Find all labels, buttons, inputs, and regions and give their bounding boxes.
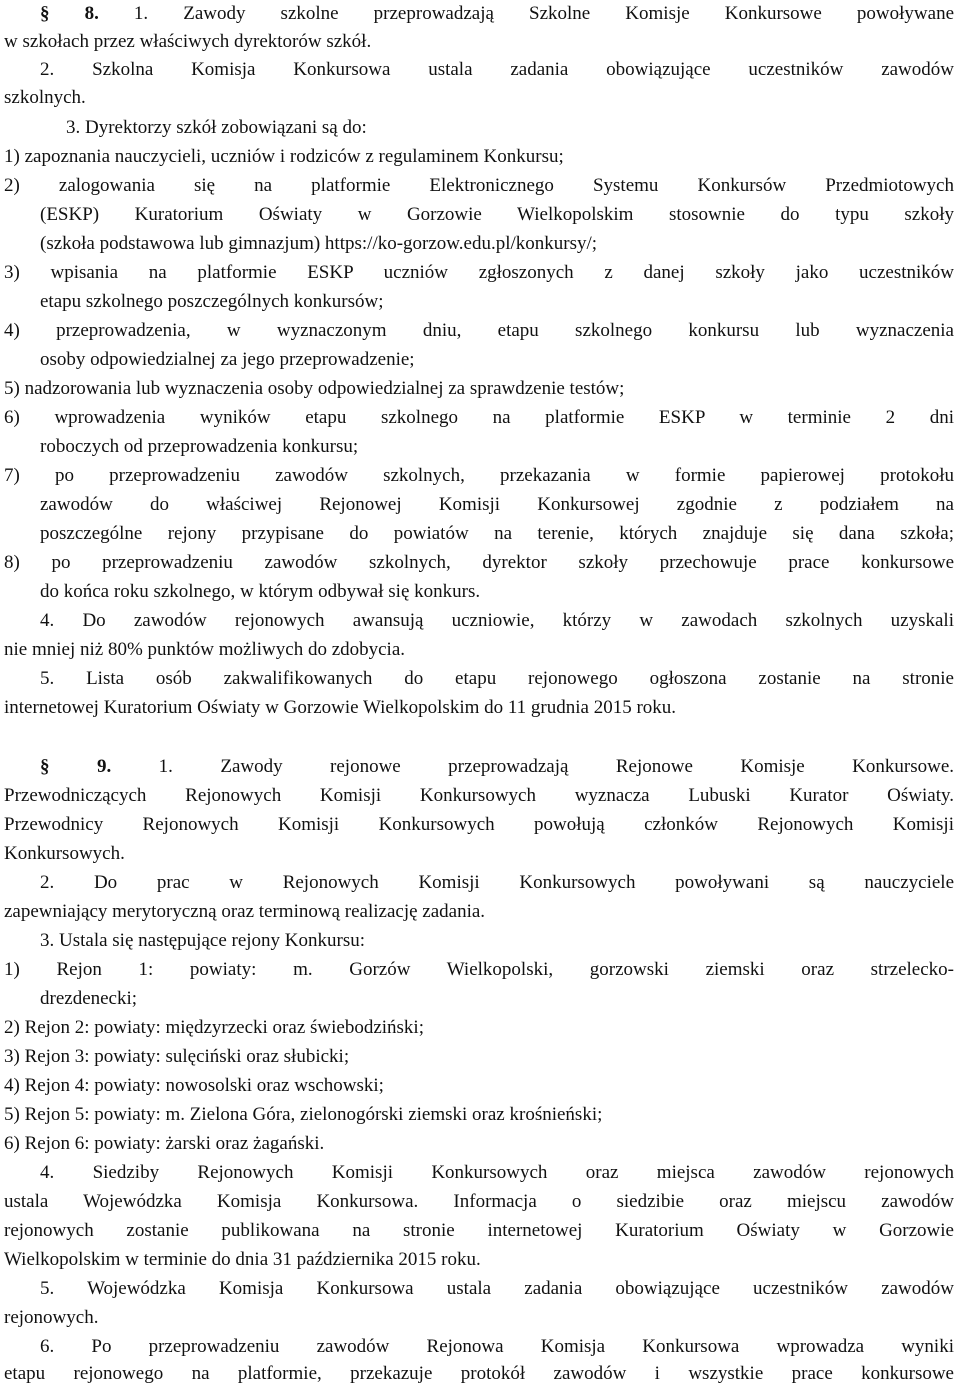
section9-para2-line2: zapewniający merytoryczną oraz terminową realizację zadania. [4, 901, 486, 922]
section8-item-line: 2) zalogowania się na platformie Elektronicznego Systemu Konkursów Przedmiotowych [4, 175, 954, 196]
section8-item-line: poszczególne rejony przypisane do powiatów na terenie, których znajduje się dana szkoła; [40, 523, 954, 544]
section8-item-line: 8) po przeprowadzeniu zawodów szkolnych, dyrektor szkoły przechowuje prace konkursowe [4, 552, 954, 573]
section8-item-line: (szkoła podstawowa lub gimnazjum) https://ko-gorzow.edu.pl/konkursy/; [40, 233, 598, 254]
section9-region-line: 1) Rejon 1: powiaty: m. Gorzów Wielkopolski, gorzowski ziemski oraz strzelecko- [4, 959, 954, 980]
section8-para1-text: 1. Zawody szkolne przeprowadzają Szkolne Komisje Konkursowe powoływane [133, 3, 954, 24]
section9-para6-line1: 6. Po przeprowadzeniu zawodów Rejonowa Komisja Konkursowa wprowadza wyniki [40, 1336, 954, 1357]
section9-para1-line1 [4, 753, 954, 781]
section8-item-line: 5) nadzorowania lub wyznaczenia osoby odpowiedzialnej za sprawdzenie testów; [4, 378, 625, 399]
section9-para1-line2: Przewodniczących Rejonowych Komisji Konkursowych wyznacza Lubuski Kurator Oświaty. [4, 785, 954, 806]
section8-item-line: etapu szkolnego poszczególnych konkursów; [40, 291, 384, 312]
section8-para4-line1: 4. Do zawodów rejonowych awansują uczniowie, którzy w zawodach szkolnych uzyskali [40, 610, 954, 631]
section9-para1-line3: Przewodnicy Rejonowych Komisji Konkursowych powołują członków Rejonowych Komisji [4, 814, 954, 835]
section8-item-line: roboczych od przeprowadzenia konkursu; [40, 436, 359, 457]
section9-region-line: 3) Rejon 3: powiaty: sulęciński oraz słubicki; [4, 1046, 350, 1067]
section8-para2-line1: 2. Szkolna Komisja Konkursowa ustala zadania obowiązujące uczestników zawodów [40, 59, 954, 80]
section8-item-line: 3) wpisania na platformie ESKP uczniów zgłoszonych z danej szkoły jako uczestników [4, 262, 954, 283]
section8-item-line: (ESKP) Kuratorium Oświaty w Gorzowie Wielkopolskim stosownie do typu szkoły [40, 204, 954, 225]
section9-para5-line1: 5. Wojewódzka Komisja Konkursowa ustala zadania obowiązujące uczestników zawodów [40, 1278, 954, 1299]
section8-para4-line2: nie mniej niż 80% punktów możliwych do zdobycia. [4, 639, 406, 660]
section8-item-line: do końca roku szkolnego, w którym odbywał się konkurs. [40, 581, 481, 602]
section8-item-line: zawodów do właściwej Rejonowej Komisji Konkursowej zgodnie z podziałem na [40, 494, 954, 515]
section9-para4-line3: rejonowych zostanie publikowana na stronie internetowej Kuratorium Oświaty w Gorzowie [4, 1220, 954, 1241]
section9-para5-line2: rejonowych. [4, 1307, 99, 1328]
section8-para2-line2: szkolnych. [4, 87, 86, 108]
section9-region-line: 5) Rejon 5: powiaty: m. Zielona Góra, zielonogórski ziemski oraz krośnieński; [4, 1104, 603, 1125]
section8-item-line: 6) wprowadzenia wyników etapu szkolnego na platformie ESKP w terminie 2 dni [4, 407, 954, 428]
section8-para5-line2: internetowej Kuratorium Oświaty w Gorzowie Wielkopolskim do 11 grudnia 2015 roku. [4, 697, 677, 718]
section8-para1-line2: w szkołach przez właściwych dyrektorów szkół. [4, 31, 372, 52]
section8-para3-head: 3. Dyrektorzy szkół zobowiązani są do: [66, 117, 367, 138]
section8-para5-line1: 5. Lista osób zakwalifikowanych do etapu rejonowego ogłoszona zostanie na stronie [40, 668, 954, 689]
section9-heading: § 9. [40, 756, 112, 777]
section9-region-line: 6) Rejon 6: powiaty: żarski oraz żagański. [4, 1133, 325, 1154]
section9-region-line: 2) Rejon 2: powiaty: międzyrzecki oraz świebodziński; [4, 1017, 424, 1038]
section9-para4-line2: ustala Wojewódzka Komisja Konkursowa. Informacja o siedzibie oraz miejscu zawodów [4, 1191, 954, 1212]
section8-item-line: 4) przeprowadzenia, w wyznaczonym dniu, etapu szkolnego konkursu lub wyznaczenia [4, 320, 954, 341]
section9-para3-head: 3. Ustala się następujące rejony Konkursu: [40, 930, 366, 951]
section8-para1-line1 [4, 0, 954, 28]
section9-para6-line2: etapu rejonowego na platformie, przekazuje protokół zawodów i wszystkie prace konkursowe [4, 1363, 954, 1384]
section8-item-line: 7) po przeprowadzeniu zawodów szkolnych, przekazania w formie papierowej protokołu [4, 465, 954, 486]
section9-para4-line1: 4. Siedziby Rejonowych Komisji Konkursowych oraz miejsca zawodów rejonowych [40, 1162, 954, 1183]
section9-region-line: drezdenecki; [40, 988, 138, 1009]
section8-heading: § 8. [40, 3, 99, 24]
section9-para4-line4: Wielkopolskim w terminie do dnia 31 października 2015 roku. [4, 1249, 481, 1270]
section9-region-line: 4) Rejon 4: powiaty: nowosolski oraz wschowski; [4, 1075, 384, 1096]
section8-item-line: osoby odpowiedzialnej za jego przeprowadzenie; [40, 349, 415, 370]
section9-para1-text: 1. Zawody rejonowe przeprowadzają Rejonowe Komisje Konkursowe. [158, 756, 955, 777]
section9-para1-line4: Konkursowych. [4, 843, 125, 864]
section8-item-line: 1) zapoznania nauczycieli, uczniów i rodziców z regulaminem Konkursu; [4, 146, 564, 167]
section9-para2-line1: 2. Do prac w Rejonowych Komisji Konkursowych powoływani są nauczyciele [40, 872, 954, 893]
